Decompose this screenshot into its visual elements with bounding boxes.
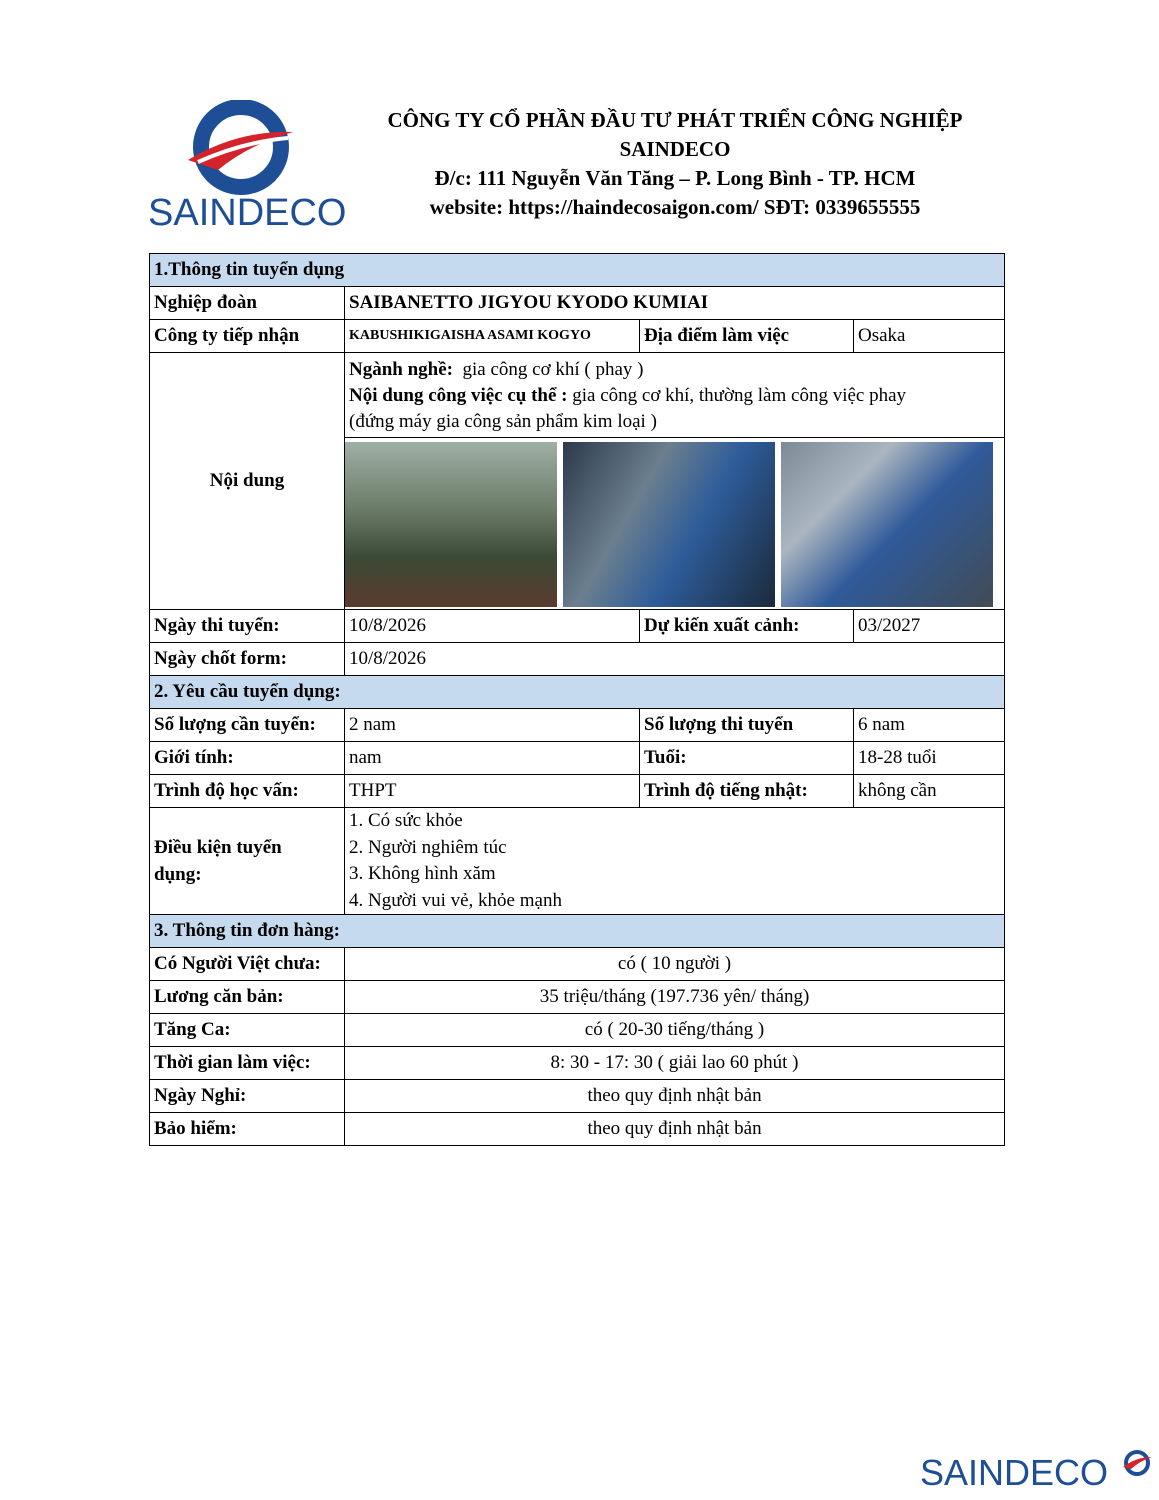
job-description — [345, 353, 1004, 438]
header-line-4: website: https://haindecosaigon.com/ SĐT: 0339655555 — [429, 195, 921, 219]
exam-count-label: Số lượng thi tuyển — [640, 709, 854, 742]
company-header — [345, 106, 1005, 222]
table-row — [150, 610, 1005, 643]
viet-label: Có Người Việt chưa: — [150, 948, 345, 981]
section-3-header — [150, 915, 1005, 948]
list-item: 4. Người vui vẻ, khỏe mạnh — [349, 889, 562, 911]
content-cell — [345, 353, 1005, 610]
form-close-value: 10/8/2026 — [345, 643, 1005, 676]
content-label: Nội dung — [150, 353, 345, 610]
age-value: 18-28 tuổi — [854, 742, 1005, 775]
form-close-label: Ngày chốt form: — [150, 643, 345, 676]
section-title: 1.Thông tin tuyển dụng — [150, 254, 1005, 287]
viet-value: có ( 10 người ) — [345, 948, 1005, 981]
exam-date-label: Ngày thi tuyển: — [150, 610, 345, 643]
age-label: Tuổi: — [640, 742, 854, 775]
ot-value: có ( 20-30 tiếng/tháng ) — [345, 1014, 1005, 1047]
jp-value: không cần — [854, 775, 1005, 808]
recruitment-table — [149, 253, 1005, 1146]
location-label: Địa điểm làm việc — [640, 320, 854, 353]
edu-value: THPT — [345, 775, 640, 808]
need-label: Số lượng cần tuyển: — [150, 709, 345, 742]
salary-label: Lương căn bản: — [150, 981, 345, 1014]
section-title: 3. Thông tin đơn hàng: — [150, 915, 1005, 948]
company-logo — [148, 100, 347, 240]
photo-gallery — [345, 438, 1004, 609]
ot-label: Tăng Ca: — [150, 1014, 345, 1047]
union-value: SAIBANETTO JIGYOU KYODO KUMIAI — [345, 287, 1005, 320]
content-row — [150, 353, 1005, 610]
section-1-header — [150, 254, 1005, 287]
footer-logo — [920, 1452, 1108, 1494]
company-label: Công ty tiếp nhận — [150, 320, 345, 353]
ins-label: Bảo hiểm: — [150, 1113, 345, 1146]
hours-label: Thời gian làm việc: — [150, 1047, 345, 1080]
location-value: Osaka — [854, 320, 1005, 353]
list-item: 2. Người nghiêm túc — [349, 836, 507, 858]
salary-value: 35 triệu/tháng (197.736 yên/ tháng) — [345, 981, 1005, 1014]
hours-value: 8: 30 - 17: 30 ( giải lao 60 phút ) — [345, 1047, 1005, 1080]
table-row — [150, 287, 1005, 320]
table-row — [150, 981, 1005, 1014]
table-row — [150, 775, 1005, 808]
detail-value: gia công cơ khí, thường làm công việc phay — [572, 385, 907, 406]
list-item: 3. Không hình xăm — [349, 863, 496, 884]
header-line-3: Đ/c: 111 Nguyễn Văn Tăng – P. Long Bình - TP. HCM — [434, 166, 916, 190]
footer-logo-text: SAINDECO — [920, 1452, 1109, 1493]
table-row — [150, 320, 1005, 353]
gender-label: Giới tính: — [150, 742, 345, 775]
detail-value-2: (đứng máy gia công sản phẩm kim loại ) — [349, 411, 657, 432]
off-label: Ngày Nghỉ: — [150, 1080, 345, 1113]
exam-count-value: 6 nam — [854, 709, 1005, 742]
machining-photo — [563, 442, 775, 607]
union-label: Nghiệp đoàn — [150, 287, 345, 320]
exam-date-value: 10/8/2026 — [345, 610, 640, 643]
conditions-list — [345, 808, 1005, 915]
logo-text: SAINDECO — [148, 192, 347, 234]
footer-logo-emblem-icon — [1120, 1448, 1154, 1478]
table-row — [150, 1080, 1005, 1113]
gender-value: nam — [345, 742, 640, 775]
header-line-1: CÔNG TY CỔ PHẦN ĐẦU TƯ PHÁT TRIỂN CÔNG NGHIỆP — [387, 108, 963, 132]
conditions-row — [150, 808, 1005, 915]
ins-value: theo quy định nhật bản — [345, 1113, 1005, 1146]
table-row — [150, 1113, 1005, 1146]
job-label: Ngành nghề: — [349, 359, 453, 380]
table-row — [150, 1014, 1005, 1047]
jp-label: Trình độ tiếng nhật: — [640, 775, 854, 808]
table-row — [150, 1047, 1005, 1080]
edu-label: Trình độ học vấn: — [150, 775, 345, 808]
detail-label: Nội dung công việc cụ thể : — [349, 385, 568, 406]
need-value: 2 nam — [345, 709, 640, 742]
conditions-label-line-2: dụng: — [154, 864, 202, 885]
conditions-label-line-1: Điều kiện tuyển — [154, 837, 282, 858]
section-2-header — [150, 676, 1005, 709]
list-item: 1. Có sức khỏe — [349, 810, 463, 831]
departure-value: 03/2027 — [854, 610, 1005, 643]
company-value: KABUSHIKIGAISHA ASAMI KOGYO — [345, 320, 640, 353]
lathe-photo — [781, 442, 993, 607]
table-row — [150, 709, 1005, 742]
logo-emblem-icon — [148, 100, 338, 195]
departure-label: Dự kiến xuất cảnh: — [640, 610, 854, 643]
section-title: 2. Yêu cầu tuyển dụng: — [150, 676, 1005, 709]
conditions-label — [150, 808, 345, 915]
off-value: theo quy định nhật bản — [345, 1080, 1005, 1113]
table-row — [150, 742, 1005, 775]
job-value: gia công cơ khí ( phay ) — [462, 359, 644, 380]
table-row — [150, 643, 1005, 676]
workshop-photo — [345, 442, 557, 607]
table-row — [150, 948, 1005, 981]
header-line-2: SAINDECO — [619, 137, 731, 161]
